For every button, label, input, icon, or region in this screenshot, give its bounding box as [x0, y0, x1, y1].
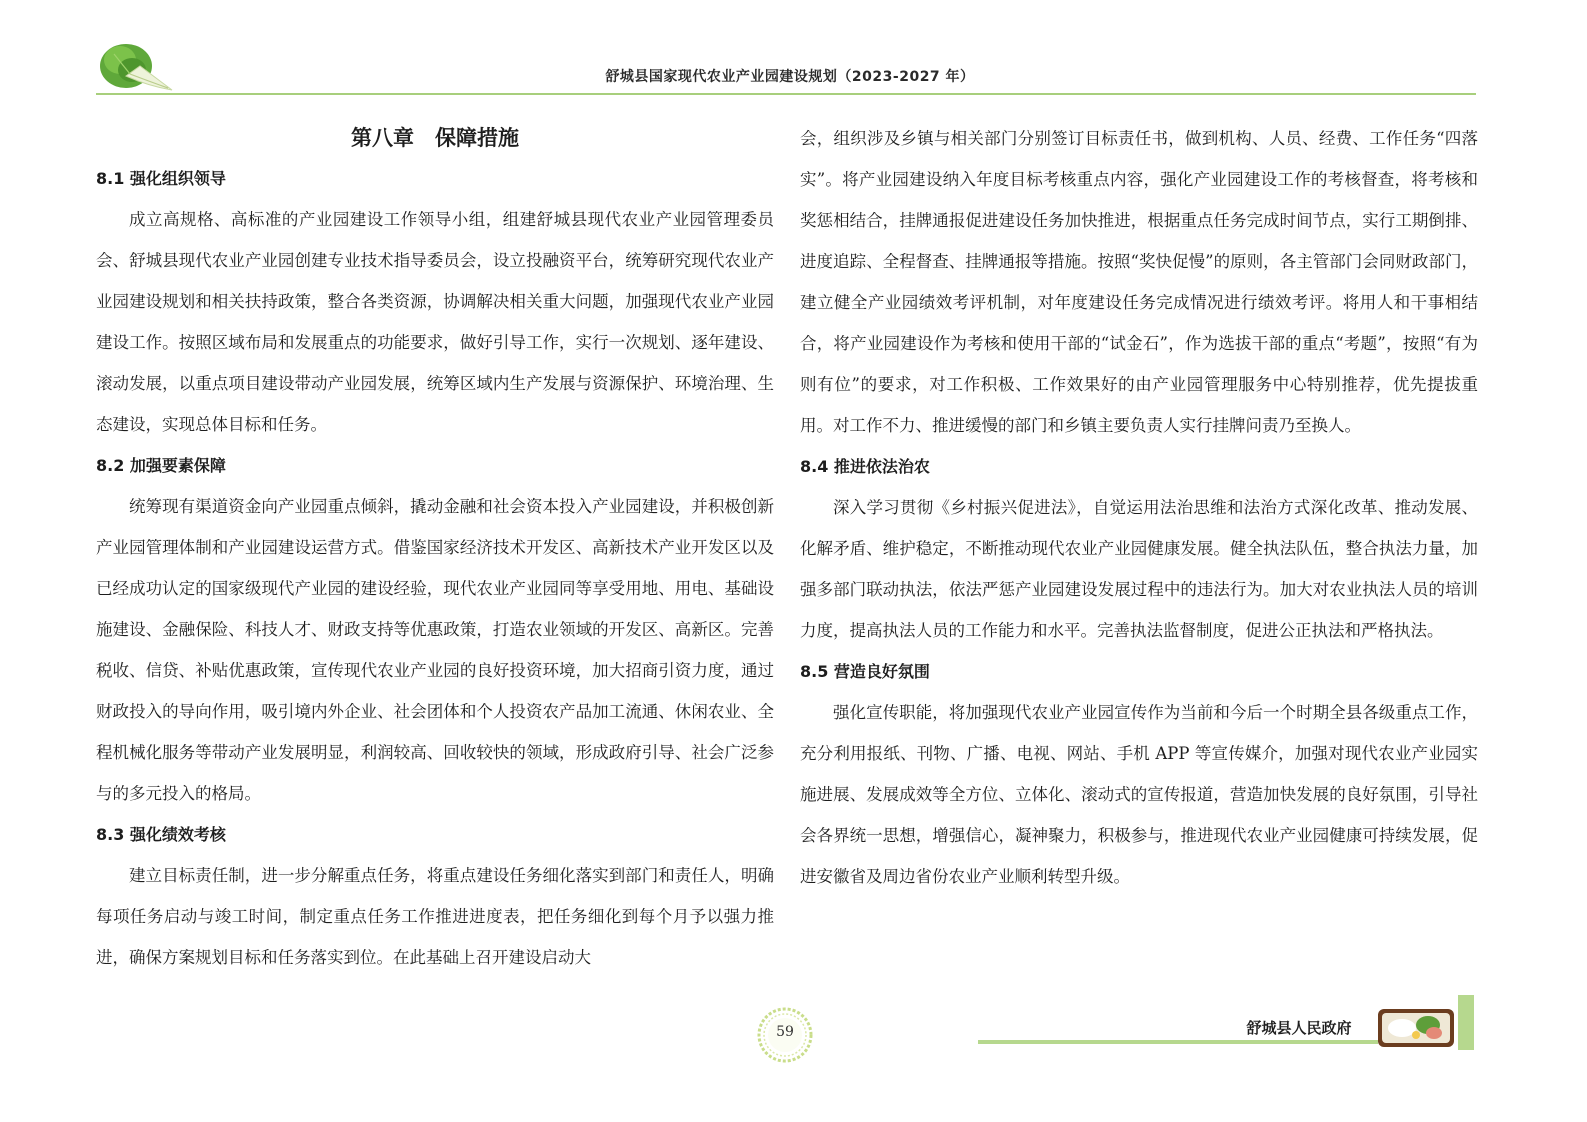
section-8-3-paragraph-part1: 建立目标责任制，进一步分解重点任务，将重点建设任务细化落实到部门和责任人，明确每项任务启动与竣工时间，制定重点任务工作推进进度表，把任务细化到每个月予以强力推进，确保方案规划目标和任务落实到位。在此基础上召开建设启动大	[96, 866, 774, 967]
page-number: 59	[776, 1024, 794, 1040]
header-rule	[96, 93, 1476, 95]
footer-organization: 舒城县人民政府	[1246, 1019, 1352, 1037]
footer-accent-bar	[1458, 995, 1474, 1050]
section-8-4-paragraph: 深入学习贯彻《乡村振兴促进法》，自觉运用法治思维和法治方式深化改革、推动发展、化解矛盾、维护稳定，不断推动现代农业产业园健康发展。健全执法队伍，整合执法力量，加强多部门联动执法，依法严惩产业园建设发展过程中的违法行为。加大对农业执法人员的培训力度，提高执法人员的工作能力和水平。完善执法监督制度，促进公正执法和严格执法。	[800, 498, 1478, 640]
left-column	[96, 118, 774, 978]
page-number-badge	[755, 1005, 815, 1065]
header-title: 舒城县国家现代农业产业园建设规划（2023-2027 年）	[605, 69, 975, 85]
section-8-2-paragraph: 统筹现有渠道资金向产业园重点倾斜，撬动金融和社会资本投入产业园建设，并积极创新产业园管理体制和产业园建设运营方式。借鉴国家经济技术开发区、高新技术产业开发区以及已经成功认定的国家级现代产业园的建设经验，现代农业产业园同等享受用地、用电、基础设施建设、金融保险、科技人才、财政支持等优惠政策，打造农业领域的开发区、高新区。完善税收、信贷、补贴优惠政策，宣传现代农业产业园的良好投资环境，加大招商引资力度，通过财政投入的导向作用，吸引境内外企业、社会团体和个人投资农产品加工流通、休闲农业、全程机械化服务等带动产业发展明显，利润较高、回收较快的领域，形成政府引导、社会广泛参与的多元投入的格局。	[96, 497, 774, 803]
section-heading-8-1: 8.1 强化组织领导	[96, 169, 226, 188]
section-8-3-paragraph-part2: 会，组织涉及乡镇与相关部门分别签订目标责任书，做到机构、人员、经费、工作任务“四落实”。将产业园建设纳入年度目标考核重点内容，强化产业园建设工作的考核督查，将考核和奖惩相结合，挂牌通报促进建设任务加快推进，根据重点任务完成时间节点，实行工期倒排、进度追踪、全程督查、挂牌通报等措施。按照“奖快促慢”的原则，各主管部门会同财政部门，建立健全产业园绩效考评机制，对年度建设任务完成情况进行绩效考评。将用人和干事相结合，将产业园建设作为考核和使用干部的“试金石”，作为选拔干部的重点“考题”，按照“有为则有位”的要求，对工作积极、工作效果好的由产业园管理服务中心特别推荐，优先提拔重用。对工作不力、推进缓慢的部门和乡镇主要负责人实行挂牌问责乃至换人。	[800, 129, 1478, 435]
section-heading-8-3: 8.3 强化绩效考核	[96, 825, 226, 844]
cabbage-icon	[96, 36, 180, 96]
section-heading-8-5: 8.5 营造良好氛围	[800, 662, 930, 681]
food-tray-icon	[1376, 1005, 1456, 1049]
chapter-title: 第八章 保障措施	[351, 126, 519, 150]
section-heading-8-4: 8.4 推进依法治农	[800, 457, 930, 476]
section-heading-8-2: 8.2 加强要素保障	[96, 456, 226, 475]
section-8-1-paragraph: 成立高规格、高标准的产业园建设工作领导小组，组建舒城县现代农业产业园管理委员会、舒城县现代农业产业园创建专业技术指导委员会，设立投融资平台，统筹研究现代农业产业园建设规划和相关扶持政策，整合各类资源，协调解决相关重大问题，加强现代农业产业园建设工作。按照区域布局和发展重点的功能要求，做好引导工作，实行一次规划、逐年建设、滚动发展，以重点项目建设带动产业园发展，统筹区域内生产发展与资源保护、环境治理、生态建设，实现总体目标和任务。	[96, 210, 774, 434]
footer-rule	[978, 1040, 1378, 1044]
section-8-5-paragraph: 强化宣传职能，将加强现代农业产业园宣传作为当前和今后一个时期全县各级重点工作，充分利用报纸、刊物、广播、电视、网站、手机 APP 等宣传媒介，加强对现代农业产业园实施进展、发展成效等全方位、立体化、滚动式的宣传报道，营造加快发展的良好氛围，引导社会各界统一思想，增强信心，凝神聚力，积极参与，推进现代农业产业园健康可持续发展，促进安徽省及周边省份农业产业顺利转型升级。	[800, 703, 1478, 886]
right-column	[800, 118, 1478, 897]
